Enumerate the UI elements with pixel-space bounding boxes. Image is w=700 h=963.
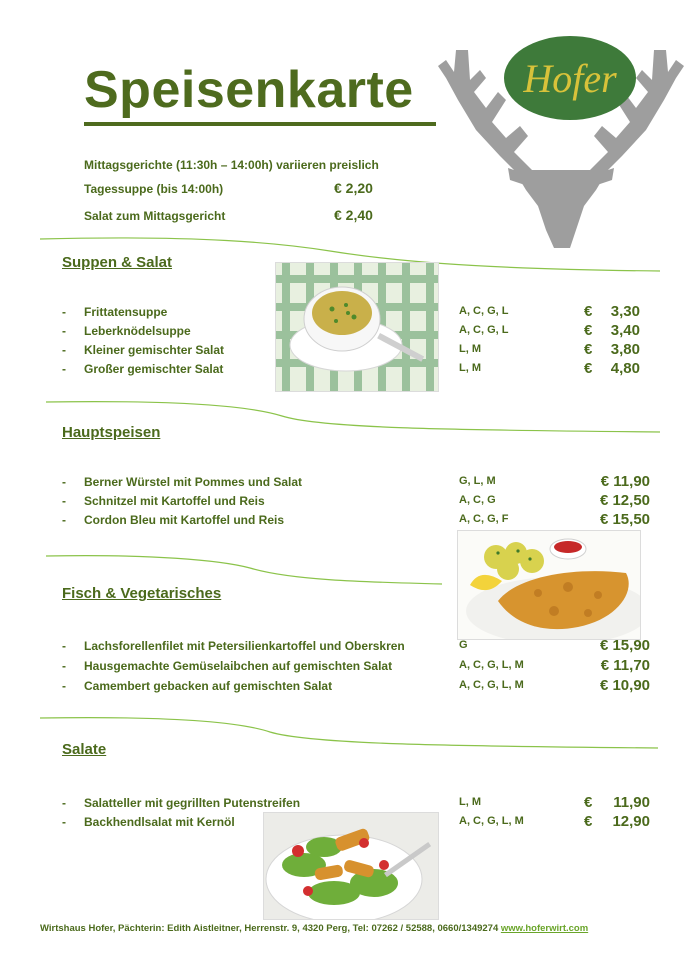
menu-row — [62, 494, 662, 512]
item-price: € 10,90 — [599, 677, 650, 694]
item-allergens: A, C, G, L, M — [459, 659, 524, 671]
row-dash: - — [62, 679, 66, 693]
currency-symbol: € — [584, 360, 593, 377]
section-divider — [0, 708, 700, 768]
menu-row — [62, 362, 662, 380]
currency-symbol: € — [584, 322, 593, 339]
item-price: € 15,90 — [599, 637, 650, 654]
item-name: Cordon Bleu mit Kartoffel und Reis — [84, 513, 285, 527]
extra-name: Tagessuppe (bis 14:00h) — [84, 182, 224, 196]
section-divider — [0, 392, 700, 452]
currency-symbol: € — [584, 303, 593, 320]
row-dash: - — [62, 815, 66, 829]
menu-row — [62, 324, 662, 342]
item-price: € 12,50 — [599, 492, 650, 509]
item-name: Camembert gebacken auf gemischten Salat — [84, 679, 333, 693]
item-name: Backhendlsalat mit Kernöl — [84, 815, 235, 829]
item-allergens: L, M — [459, 796, 481, 808]
item-name: Lachsforellenfilet mit Petersilienkartoffel und Oberskren — [84, 639, 405, 653]
salad-photo — [263, 812, 439, 920]
item-name: Hausgemachte Gemüselaibchen auf gemischten Salat — [84, 659, 393, 673]
item-allergens: A, C, G, L, M — [459, 815, 524, 827]
item-allergens: A, C, G — [459, 494, 496, 506]
menu-row — [62, 639, 662, 657]
currency-symbol: € — [584, 794, 593, 811]
section-title-suppen: Suppen & Salat — [62, 254, 173, 271]
menu-row — [62, 659, 662, 677]
website-link[interactable]: www.hoferwirt.com — [500, 923, 589, 934]
row-dash: - — [62, 513, 66, 527]
item-price: 3,30 — [610, 303, 640, 320]
lunch-note: Mittagsgerichte (11:30h – 14:00h) variieren preislich — [84, 158, 379, 172]
row-dash: - — [62, 305, 66, 319]
section-title-haupt: Hauptspeisen — [62, 424, 161, 441]
extra-price: € 2,40 — [334, 207, 373, 223]
page-title: Speisenkarte — [84, 61, 414, 119]
currency-symbol: € — [584, 341, 593, 358]
item-allergens: G, L, M — [459, 475, 496, 487]
item-price: 4,80 — [610, 360, 640, 377]
section-title-fisch: Fisch & Vegetarisches — [62, 585, 222, 602]
menu-row — [62, 513, 662, 531]
menu-row — [62, 679, 662, 697]
item-name: Schnitzel mit Kartoffel und Reis — [84, 494, 265, 508]
extra-name: Salat zum Mittagsgericht — [84, 209, 226, 223]
menu-row — [62, 343, 662, 361]
section-title-salate: Salate — [62, 741, 107, 758]
item-name: Kleiner gemischter Salat — [84, 343, 225, 357]
item-price: 3,80 — [610, 341, 640, 358]
item-name: Salatteller mit gegrillten Putenstreifen — [84, 796, 301, 810]
item-price: € 15,50 — [599, 511, 650, 528]
item-price: € 11,90 — [600, 473, 650, 490]
footer-address: Wirtshaus Hofer, Pächterin: Edith Aistleitner, Herrenstr. 9, 4320 Perg, Tel: 07262 / 52588, 0660/1349274 — [40, 923, 501, 934]
extra-price: € 2,20 — [334, 180, 373, 196]
item-name: Berner Würstel mit Pommes und Salat — [84, 475, 303, 489]
row-dash: - — [62, 324, 66, 338]
item-allergens: A, C, G, L — [459, 324, 509, 336]
item-name: Großer gemischter Salat — [84, 362, 224, 376]
item-allergens: L, M — [459, 343, 481, 355]
row-dash: - — [62, 796, 66, 810]
menu-row — [62, 475, 662, 493]
item-allergens: L, M — [459, 362, 481, 374]
item-price: 11,90 — [613, 794, 650, 811]
deer-antler-logo — [436, 30, 686, 256]
menu-row — [62, 305, 662, 323]
footer — [40, 923, 588, 934]
item-allergens: A, C, G, F — [459, 513, 509, 525]
title-underline — [84, 122, 436, 126]
row-dash: - — [62, 362, 66, 376]
item-price: 12,90 — [612, 813, 650, 830]
item-allergens: A, C, G, L, M — [459, 679, 524, 691]
currency-symbol: € — [584, 813, 593, 830]
row-dash: - — [62, 494, 66, 508]
item-price: 3,40 — [610, 322, 640, 339]
item-name: Frittatensuppe — [84, 305, 168, 319]
row-dash: - — [62, 343, 66, 357]
item-allergens: G — [459, 639, 468, 651]
row-dash: - — [62, 639, 66, 653]
logo-text: Hofer — [523, 56, 617, 101]
row-dash: - — [62, 659, 66, 673]
item-price: € 11,70 — [600, 657, 650, 674]
item-allergens: A, C, G, L — [459, 305, 509, 317]
item-name: Leberknödelsuppe — [84, 324, 191, 338]
row-dash: - — [62, 475, 66, 489]
